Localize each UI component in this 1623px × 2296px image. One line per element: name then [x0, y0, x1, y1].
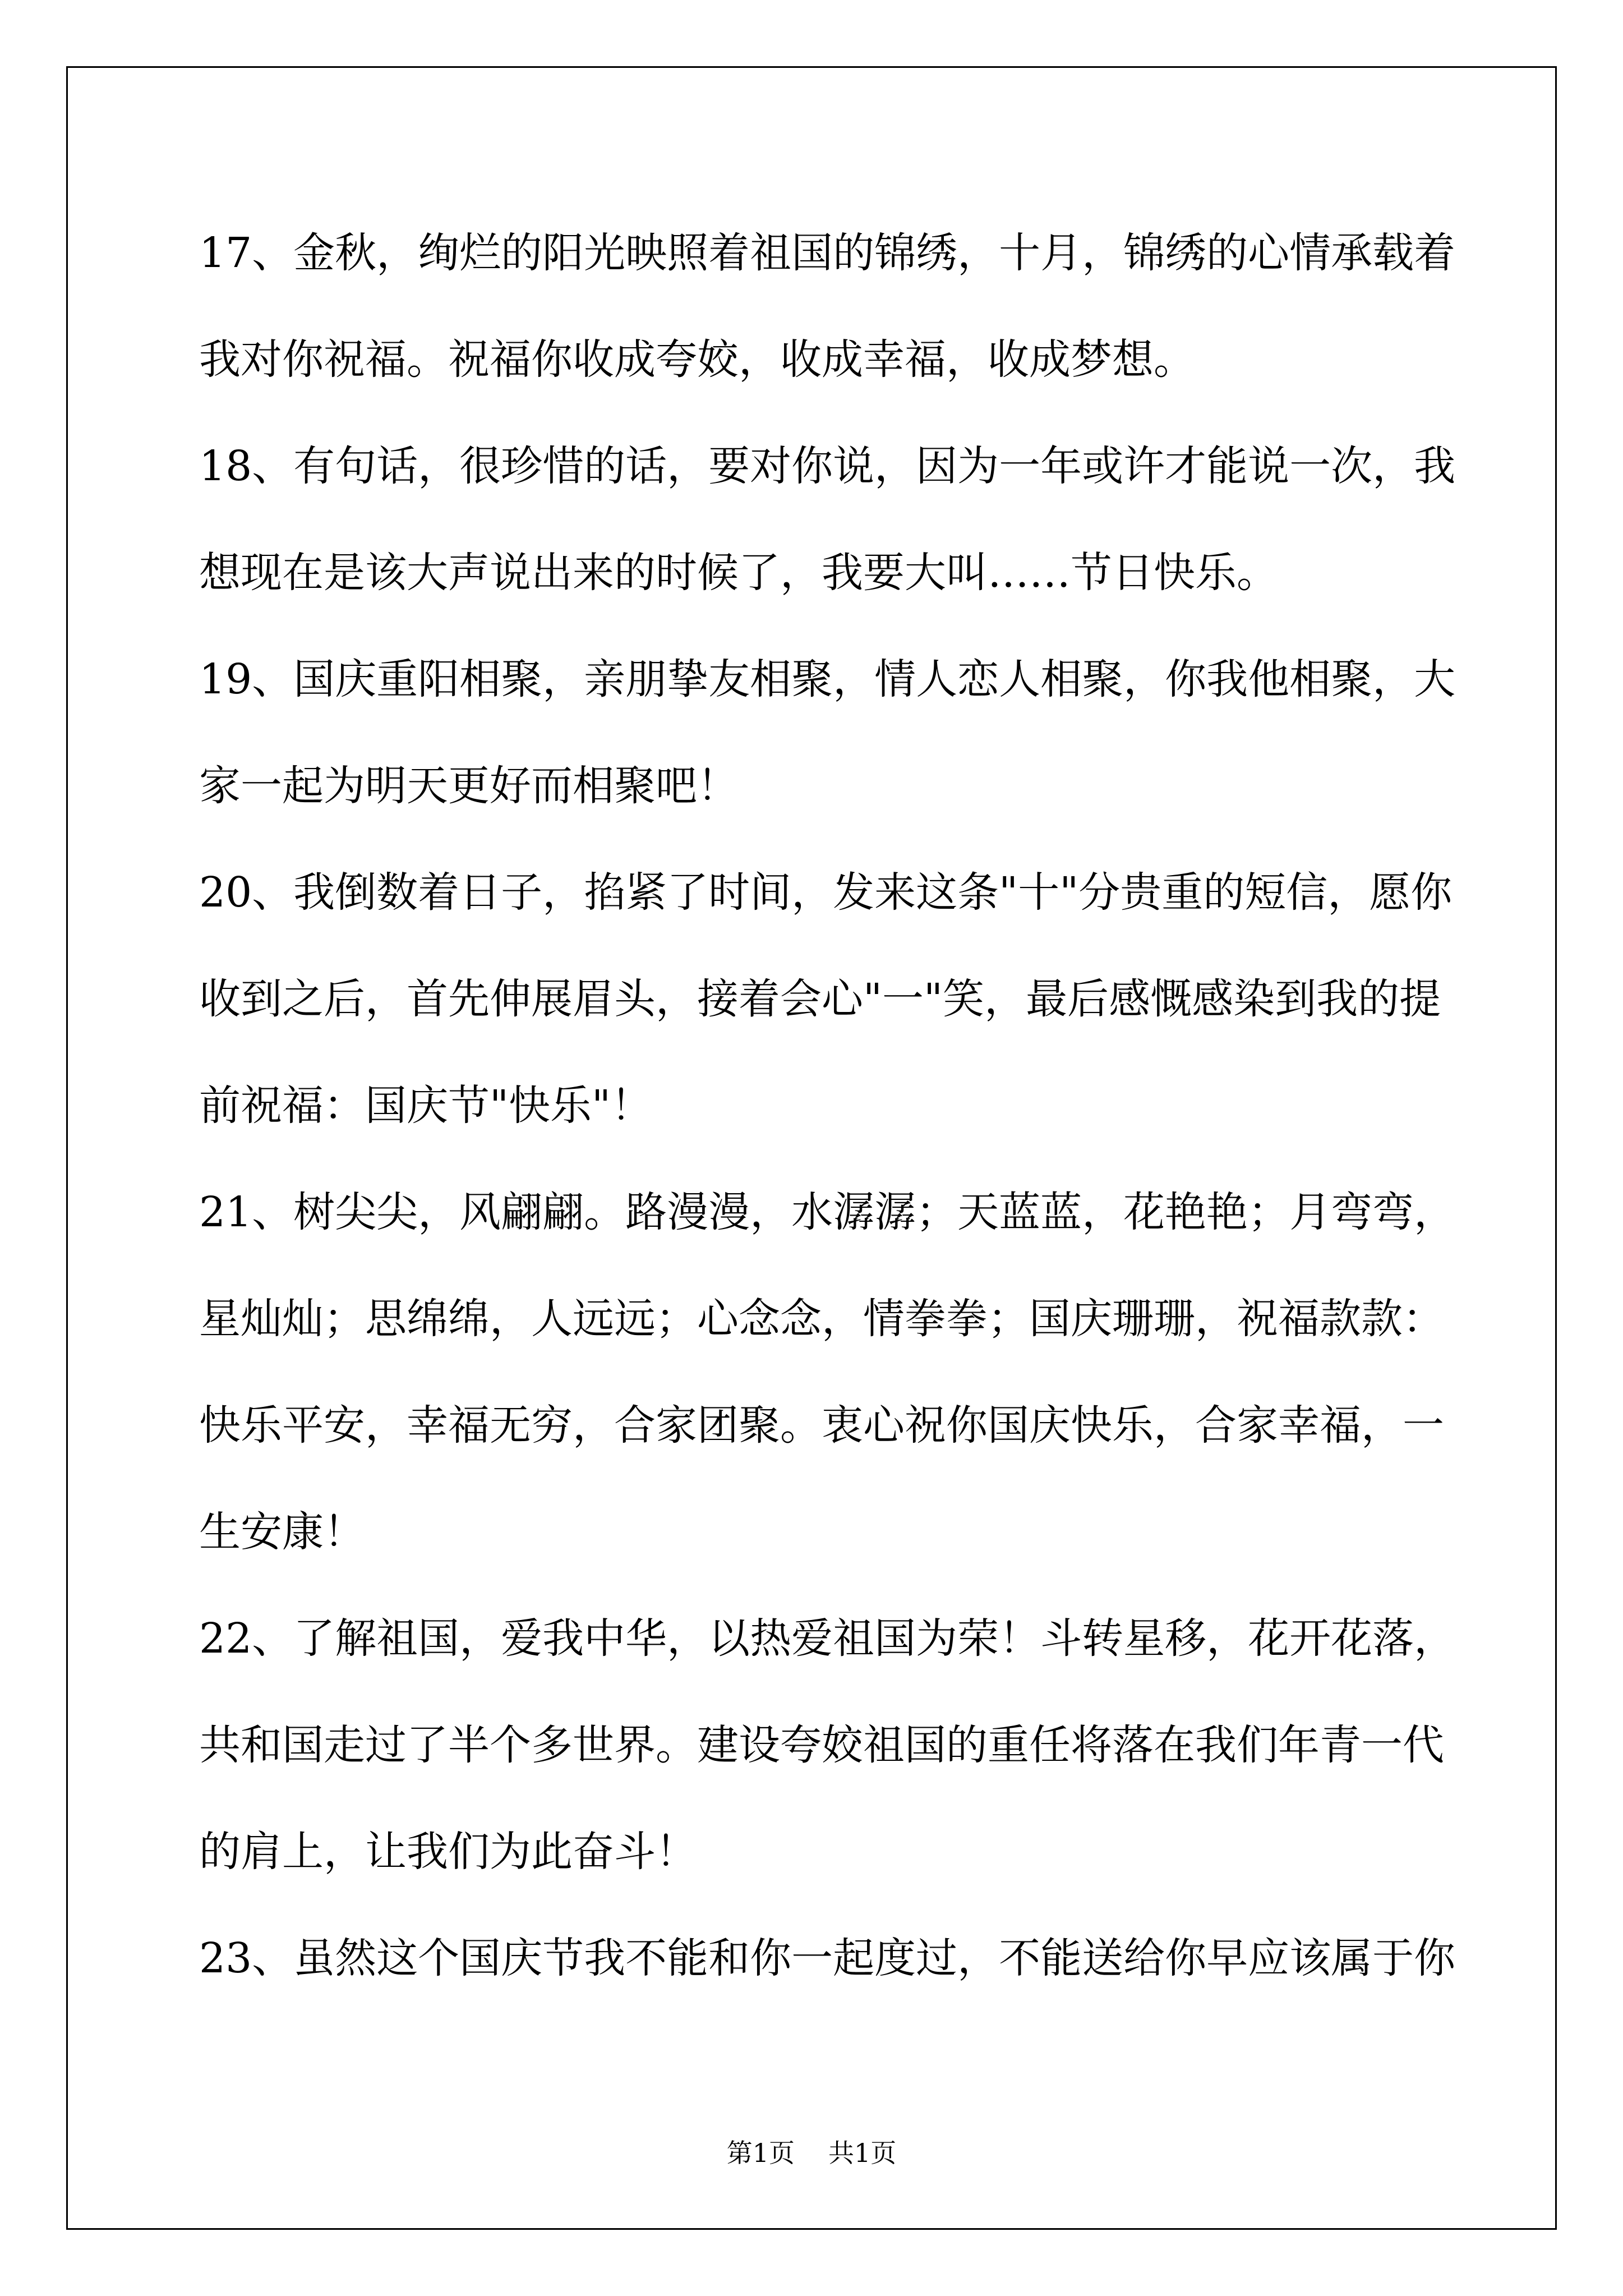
- text-line: 23、虽然这个国庆节我不能和你一起度过，不能送给你早应该属于你: [199, 1934, 1456, 1982]
- text-line: 17、金秋，绚烂的阳光映照着祖国的锦绣，十月，锦绣的心情承载着: [199, 229, 1456, 277]
- text-line: 快乐平安，幸福无穷，合家团聚。衷心祝你国庆快乐，合家幸福，一: [199, 1401, 1444, 1450]
- text-line: 收到之后，首先伸展眉头，接着会心"一"笑，最后感慨感染到我的提: [199, 975, 1441, 1023]
- text-line: 22、了解祖国，爱我中华，以热爱祖国为荣！斗转星移，花开花落，: [199, 1614, 1456, 1663]
- text-line: 想现在是该大声说出来的时候了，我要大叫……节日快乐。: [199, 549, 1278, 597]
- text-line: 20、我倒数着日子，掐紧了时间，发来这条"十"分贵重的短信，愿你: [199, 868, 1453, 917]
- text-line: 18、有句话，很珍惜的话，要对你说，因为一年或许才能说一次，我: [199, 442, 1456, 490]
- document-body: [199, 223, 1456, 2035]
- text-line: 共和国走过了半个多世界。建设夸姣祖国的重任将落在我们年青一代: [199, 1721, 1444, 1769]
- page-footer: [0, 2136, 1623, 2170]
- text-line: 家一起为明天更好而相聚吧！: [199, 762, 739, 810]
- text-line: 19、国庆重阳相聚，亲朋挚友相聚，情人恋人相聚，你我他相聚，大: [199, 655, 1456, 703]
- text-line: 的肩上，让我们为此奋斗！: [199, 1828, 697, 1876]
- text-line: 星灿灿；思绵绵，人远远；心念念，情拳拳；国庆珊珊，祝福款款：: [199, 1295, 1444, 1343]
- text-line: 生安康！: [199, 1508, 365, 1556]
- text-line: 21、树尖尖，风翩翩。路漫漫，水潺潺；天蓝蓝，花艳艳；月弯弯，: [199, 1188, 1456, 1236]
- text-line: 我对你祝福。祝福你收成夸姣，收成幸福，收成梦想。: [199, 335, 1195, 384]
- page-number-total: 共1页: [828, 2138, 897, 2168]
- page-number-current: 第1页: [726, 2138, 795, 2168]
- text-line: 前祝福：国庆节"快乐"！: [199, 1082, 653, 1130]
